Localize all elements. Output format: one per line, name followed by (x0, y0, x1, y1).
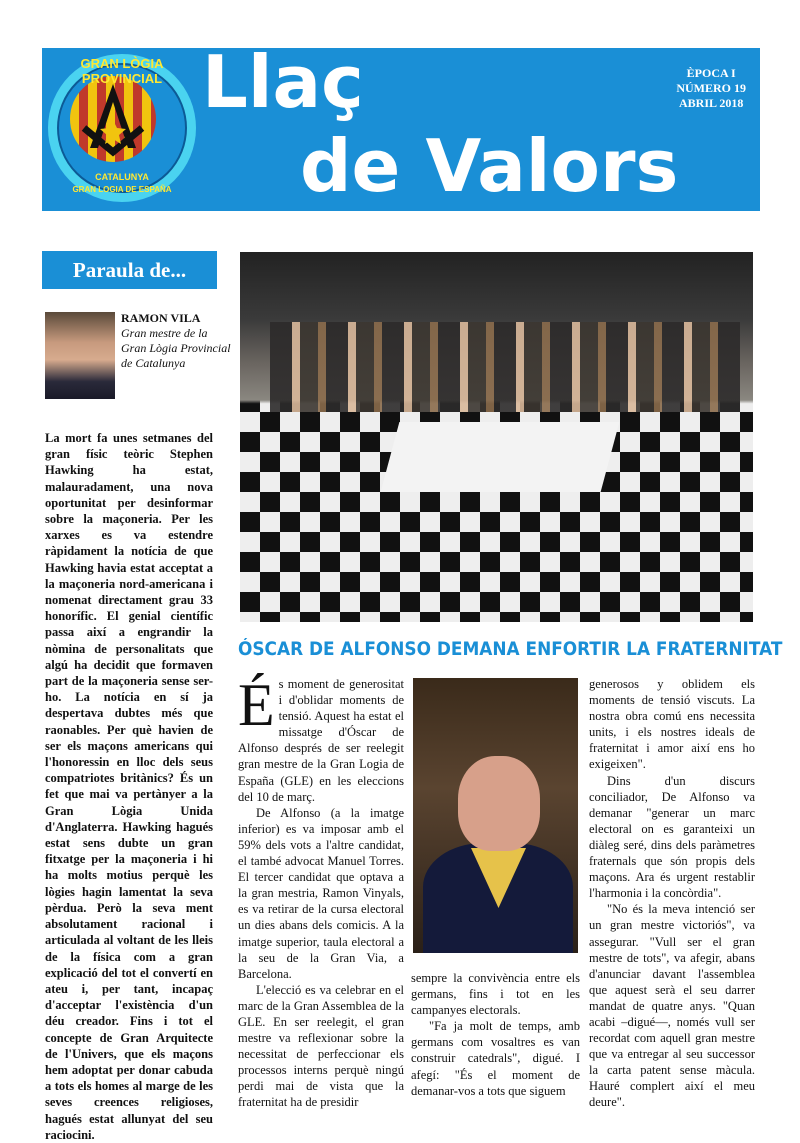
newsletter-title (202, 40, 679, 208)
issue-epoch: ÈPOCA I (686, 66, 736, 80)
col3-paragraph-2: Dins d'un discurs conciliador, De Alfonso va demanar "generar un marc electoral on es garanteixi un diàleg seré, dins dels paràmetres fraternals que són propis dels maçons. Ara és urgent restablir l'harmonia i la concòrdia". (589, 773, 755, 901)
author-block (121, 311, 231, 371)
issue-info (676, 66, 746, 111)
masthead (42, 40, 760, 211)
author-role: Gran mestre de la Gran Lògia Provincial de Catalunya (121, 326, 231, 370)
sidebar-heading: Paraula de... (42, 251, 217, 289)
author-portrait (45, 312, 115, 399)
logo-text-bottom: GRAN LOGIA DE ESPAÑA (72, 185, 172, 194)
article-column-2 (411, 970, 580, 1099)
logo-text-top: GRAN LÒGIA PROVINCIAL (80, 56, 164, 86)
photo-crowd (270, 322, 740, 412)
col2-paragraph-1: sempre la convivència entre els germans, fins i tot en les campanyes electorals. (411, 971, 580, 1018)
election-table-photo (240, 252, 753, 622)
dropcap: É (238, 672, 275, 738)
logo-stripes (70, 76, 156, 162)
photo-table (381, 422, 620, 492)
title-line-2: de Valors (300, 124, 679, 208)
col3-paragraph-3: "No és la meva intenció ser un gran mestre victoriós", va assegurar. "Vull ser el gran mestre de tots", va afegir, abans d'anunciar davant l'assemblea que aquest serà el seu darrer mandat de quatre anys. "Quan acabi –digué—, només vull ser recordat com aquell gran mestre que va entregar al seu successor la carta patent sense màcula. Hauré complert així el meu deure". (589, 902, 755, 1110)
issue-number: NÚMERO 19 (676, 81, 746, 95)
article-headline: ÓSCAR DE ALFONSO DEMANA ENFORTIR LA FRATERNITAT (238, 639, 783, 660)
col1-paragraph-1: s moment de generositat i d'oblidar moments de tensió. Aquest ha estat el missatge d'Óscar de Alfonso després de ser reelegit gran mestre de la Gran Logia de España (GLE) en les eleccions del 10 de març. (238, 677, 404, 804)
lodge-logo (48, 54, 196, 202)
sidebar-text: La mort fa unes setmanes del gran físic teòric Stephen Hawking ha estat, malauradament, una nova oportunitat per desinformar sobre la maçoneria. Per les xarxes es va estendre ràpidament la notícia de que Hawking havia estat acceptat a la maçoneria nord-americana i nomenat directament grau 33 honorífic. El genial científic passa així a engrandir la nòmina de personalitats que algú ha decidit que formaven part de la maçoneria sense ser-ho. La notícia en sí ja despertava dubtes més que raonables. Per què havien de ser els maçons americans qui l'honoressin en lloc dels seus compatriotes britànics? És un fet que mai va pertànyer a la Gran Lògia Unida d'Anglaterra. Hawking hagués estat sens dubte un gran fitxatge per la maçoneria i hi ha molts motius perquè les lògies hagin lamentat la seva pèrdua. Però la seva ment absolutament racional i articulada al voltant de les lleis de la física com a gran explicació del tot el convertí en ateu i, per tant, incapaç d'acceptar l'existència d'un déu creador. Fins i tot el concepte de Gran Arquitecte de l'Univers, que els maçons hem adoptat per donar cabuda a tots els homes al marge de les seves creences religioses, hagués estat allunyat del seu raciocini. (45, 431, 213, 1142)
photo-head (458, 756, 540, 851)
grand-master-photo (413, 678, 578, 953)
author-name: RAMON VILA (121, 311, 201, 325)
col3-paragraph-1: generosos y oblidem els moments de tensió viscuts. La nostra obra comú ens necessita units, i els nostres ideals de fraternitat i amor així ens ho exigeixen". (589, 677, 755, 772)
article-column-3 (589, 676, 755, 1111)
title-line-1: Llaç (202, 40, 364, 124)
square-and-compass-icon (70, 76, 156, 162)
col1-paragraph-3: L'elecció es va celebrar en el marc de la Gran Assemblea de la GLE. En ser reelegit, el gran mestre va reflexionar sobre la necessitat de perfeccionar els processos interns perquè ningú perdi mai de vista que la fraternitat ha de presidir (238, 982, 404, 1110)
logo-text-region: CATALUNYA (95, 172, 149, 182)
article-column-1 (238, 672, 404, 1111)
issue-date: ABRIL 2018 (678, 96, 744, 110)
col1-paragraph-2: De Alfonso (a la imatge inferior) es va imposar amb el 59% dels vots a l'altre candidat, el també advocat Manuel Torres. El tercer candidat que optava a la gran mestria, Ramon Vinyals, es va retirar de la cursa electoral un dies abans dels comicis. A la imatge superior, taula electoral a la seu de la Gran Via, a Barcelona. (238, 805, 404, 981)
col2-paragraph-2: "Fa ja molt de temps, amb germans com vosaltres es van construir catedrals", digué. I afegí: "És el moment de demanar-vos a tots que siguem (411, 1019, 580, 1098)
